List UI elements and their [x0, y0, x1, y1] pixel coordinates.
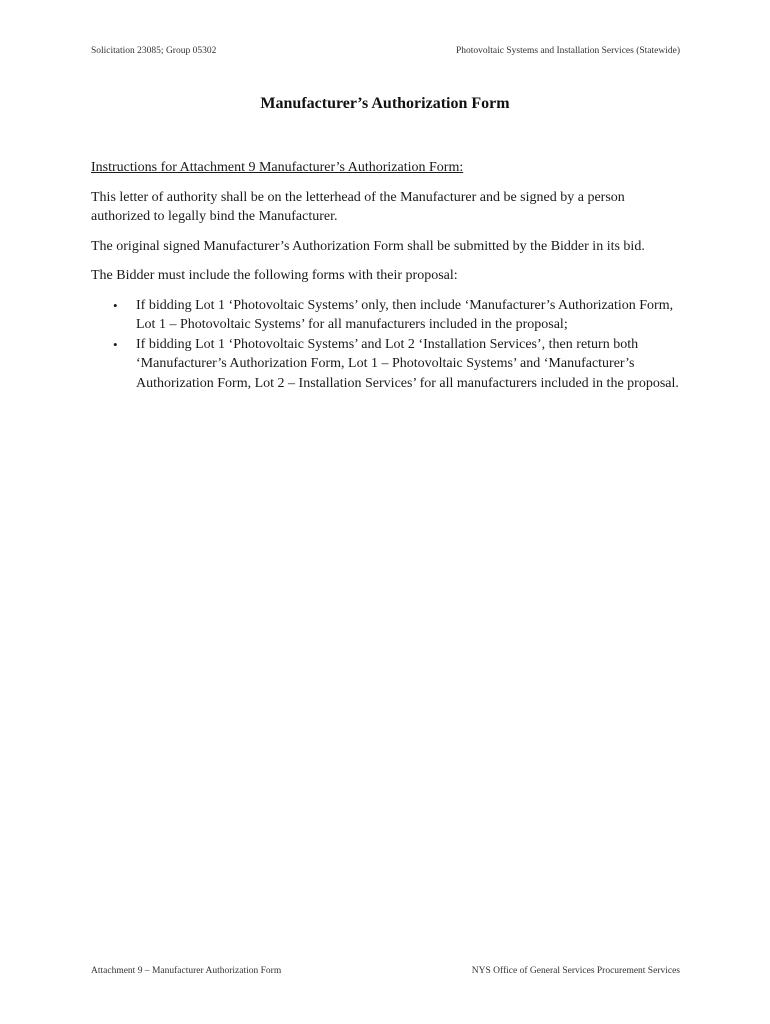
- footer-agency: NYS Office of General Services Procurement Services: [471, 966, 680, 976]
- page-header: [91, 46, 680, 56]
- document-body: [91, 158, 681, 393]
- paragraph-required-forms: The Bidder must include the following forms with their proposal:: [91, 268, 458, 283]
- list-item: [91, 335, 681, 394]
- paragraph-submission: The original signed Manufacturer’s Authorization Form shall be submitted by the Bidder in its bid.: [91, 238, 645, 254]
- page-footer: [91, 966, 680, 976]
- list-item-text: If bidding Lot 1 ‘Photovoltaic Systems’ only, then include ‘Manufacturer’s Authorization Form, Lot 1 – Photovoltaic Systems’ for all manufacturers included in the proposal;: [136, 297, 674, 332]
- required-forms-list: [91, 296, 681, 394]
- header-solicitation: Solicitation 23085; Group 05302: [91, 46, 217, 56]
- instructions-heading: Instructions for Attachment 9 Manufacturer’s Authorization Form:: [91, 160, 464, 175]
- document-title: Manufacturer’s Authorization Form: [260, 95, 510, 112]
- list-item-text: If bidding Lot 1 ‘Photovoltaic Systems’ and Lot 2 ‘Installation Services’, then return both ‘Manufacturer’s Authorization Form, Lot 1 – Photovoltaic Systems’ and ‘Manufacturer’s Authorization Form, Lot 2 – Installation Services’ for all manufacturers included in the proposal.: [136, 336, 679, 391]
- bullet-icon: •: [113, 297, 118, 313]
- paragraph-letterhead: This letter of authority shall be on the letterhead of the Manufacturer and be signed by a person authorized to legally bind the Manufacturer.: [91, 189, 625, 224]
- list-item: [91, 296, 681, 335]
- header-project: Photovoltaic Systems and Installation Services (Statewide): [455, 46, 680, 56]
- bullet-icon: •: [113, 336, 118, 352]
- footer-attachment: Attachment 9 – Manufacturer Authorization Form: [91, 966, 282, 976]
